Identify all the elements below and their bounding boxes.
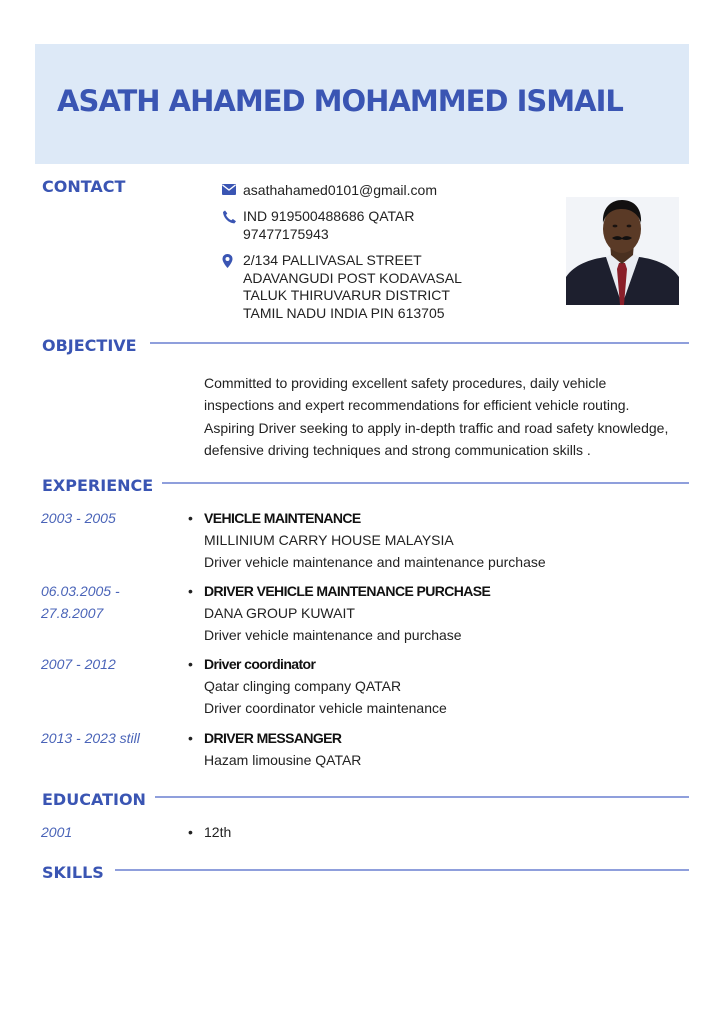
- education-entry-1: [188, 821, 688, 843]
- contact-phone-line-1: IND 919500488686 QATAR: [243, 208, 415, 224]
- contact-email[interactable]: asathahamed0101@gmail.com: [243, 182, 437, 198]
- company: Hazam limousine QATAR: [204, 752, 362, 768]
- job-title: DRIVER MESSANGER: [204, 730, 342, 746]
- candidate-name: ASATH AHAMED MOHAMMED ISMAIL: [57, 84, 623, 118]
- bullet: •: [188, 656, 193, 672]
- profile-photo: [566, 197, 679, 305]
- bullet: •: [188, 510, 193, 526]
- experience-entry-4: [188, 727, 688, 771]
- contact-email-row: [222, 182, 543, 200]
- objective-divider: [150, 342, 689, 344]
- contact-address-row: [222, 252, 543, 322]
- objective-line: inspections and expert recommendations for efficient vehicle routing.: [204, 397, 630, 414]
- education-divider: [155, 796, 689, 798]
- bullet: •: [188, 730, 193, 746]
- contact-address-line-1: 2/134 PALLIVASAL STREET: [243, 252, 422, 268]
- company: MILLINIUM CARRY HOUSE MALAYSIA: [204, 532, 454, 548]
- experience-entry-3: [188, 653, 688, 719]
- experience-date-3: 2007 - 2012: [41, 656, 116, 672]
- objective-text: [204, 372, 694, 461]
- job-description: Driver coordinator vehicle maintenance: [204, 700, 447, 716]
- contact-heading: CONTACT: [42, 177, 126, 196]
- experience-heading: EXPERIENCE: [42, 476, 154, 495]
- experience-date-4: 2013 - 2023 still: [41, 730, 140, 746]
- contact-phone-row: [222, 208, 543, 243]
- job-description: Driver vehicle maintenance and maintenance purchase: [204, 554, 546, 570]
- bullet: •: [188, 583, 193, 599]
- company: Qatar clinging company QATAR: [204, 678, 402, 694]
- header-band: [35, 44, 689, 164]
- bullet: •: [188, 824, 193, 840]
- job-description: Driver vehicle maintenance and purchase: [204, 627, 462, 643]
- job-title: VEHICLE MAINTENANCE: [204, 510, 361, 526]
- contact-address-line-4: TAMIL NADU INDIA PIN 613705: [243, 304, 445, 321]
- skills-heading: SKILLS: [42, 863, 104, 882]
- contact-address-line-3: TALUK THIRUVARUR DISTRICT: [243, 287, 450, 303]
- experience-date-2: 06.03.2005 - 27.8.2007: [41, 583, 120, 621]
- job-title: DRIVER VEHICLE MAINTENANCE PURCHASE: [204, 583, 491, 599]
- skills-divider: [115, 869, 689, 871]
- contact-phone-line-2: 97477175943: [243, 225, 329, 242]
- experience-entry-1: [188, 507, 688, 573]
- objective-line: Committed to providing excellent safety procedures, daily vehicle: [204, 375, 607, 391]
- education-heading: EDUCATION: [42, 790, 146, 809]
- education-item: 12th: [204, 824, 232, 840]
- job-title: Driver coordinator: [204, 656, 316, 672]
- experience-divider: [162, 482, 689, 484]
- objective-heading: OBJECTIVE: [42, 336, 137, 355]
- envelope-icon: [222, 182, 243, 195]
- company: DANA GROUP KUWAIT: [204, 605, 355, 621]
- contact-address-line-2: ADAVANGUDI POST KODAVASAL: [243, 269, 462, 286]
- location-pin-icon: [222, 252, 243, 268]
- education-date-1: 2001: [41, 824, 73, 840]
- objective-line: Aspiring Driver seeking to apply in-depth traffic and road safety knowledge,: [204, 419, 669, 436]
- experience-date-1: 2003 - 2005: [41, 510, 116, 526]
- objective-line: defensive driving techniques and strong communication skills .: [204, 441, 591, 458]
- experience-entry-2: [188, 580, 688, 646]
- phone-icon: [222, 208, 243, 224]
